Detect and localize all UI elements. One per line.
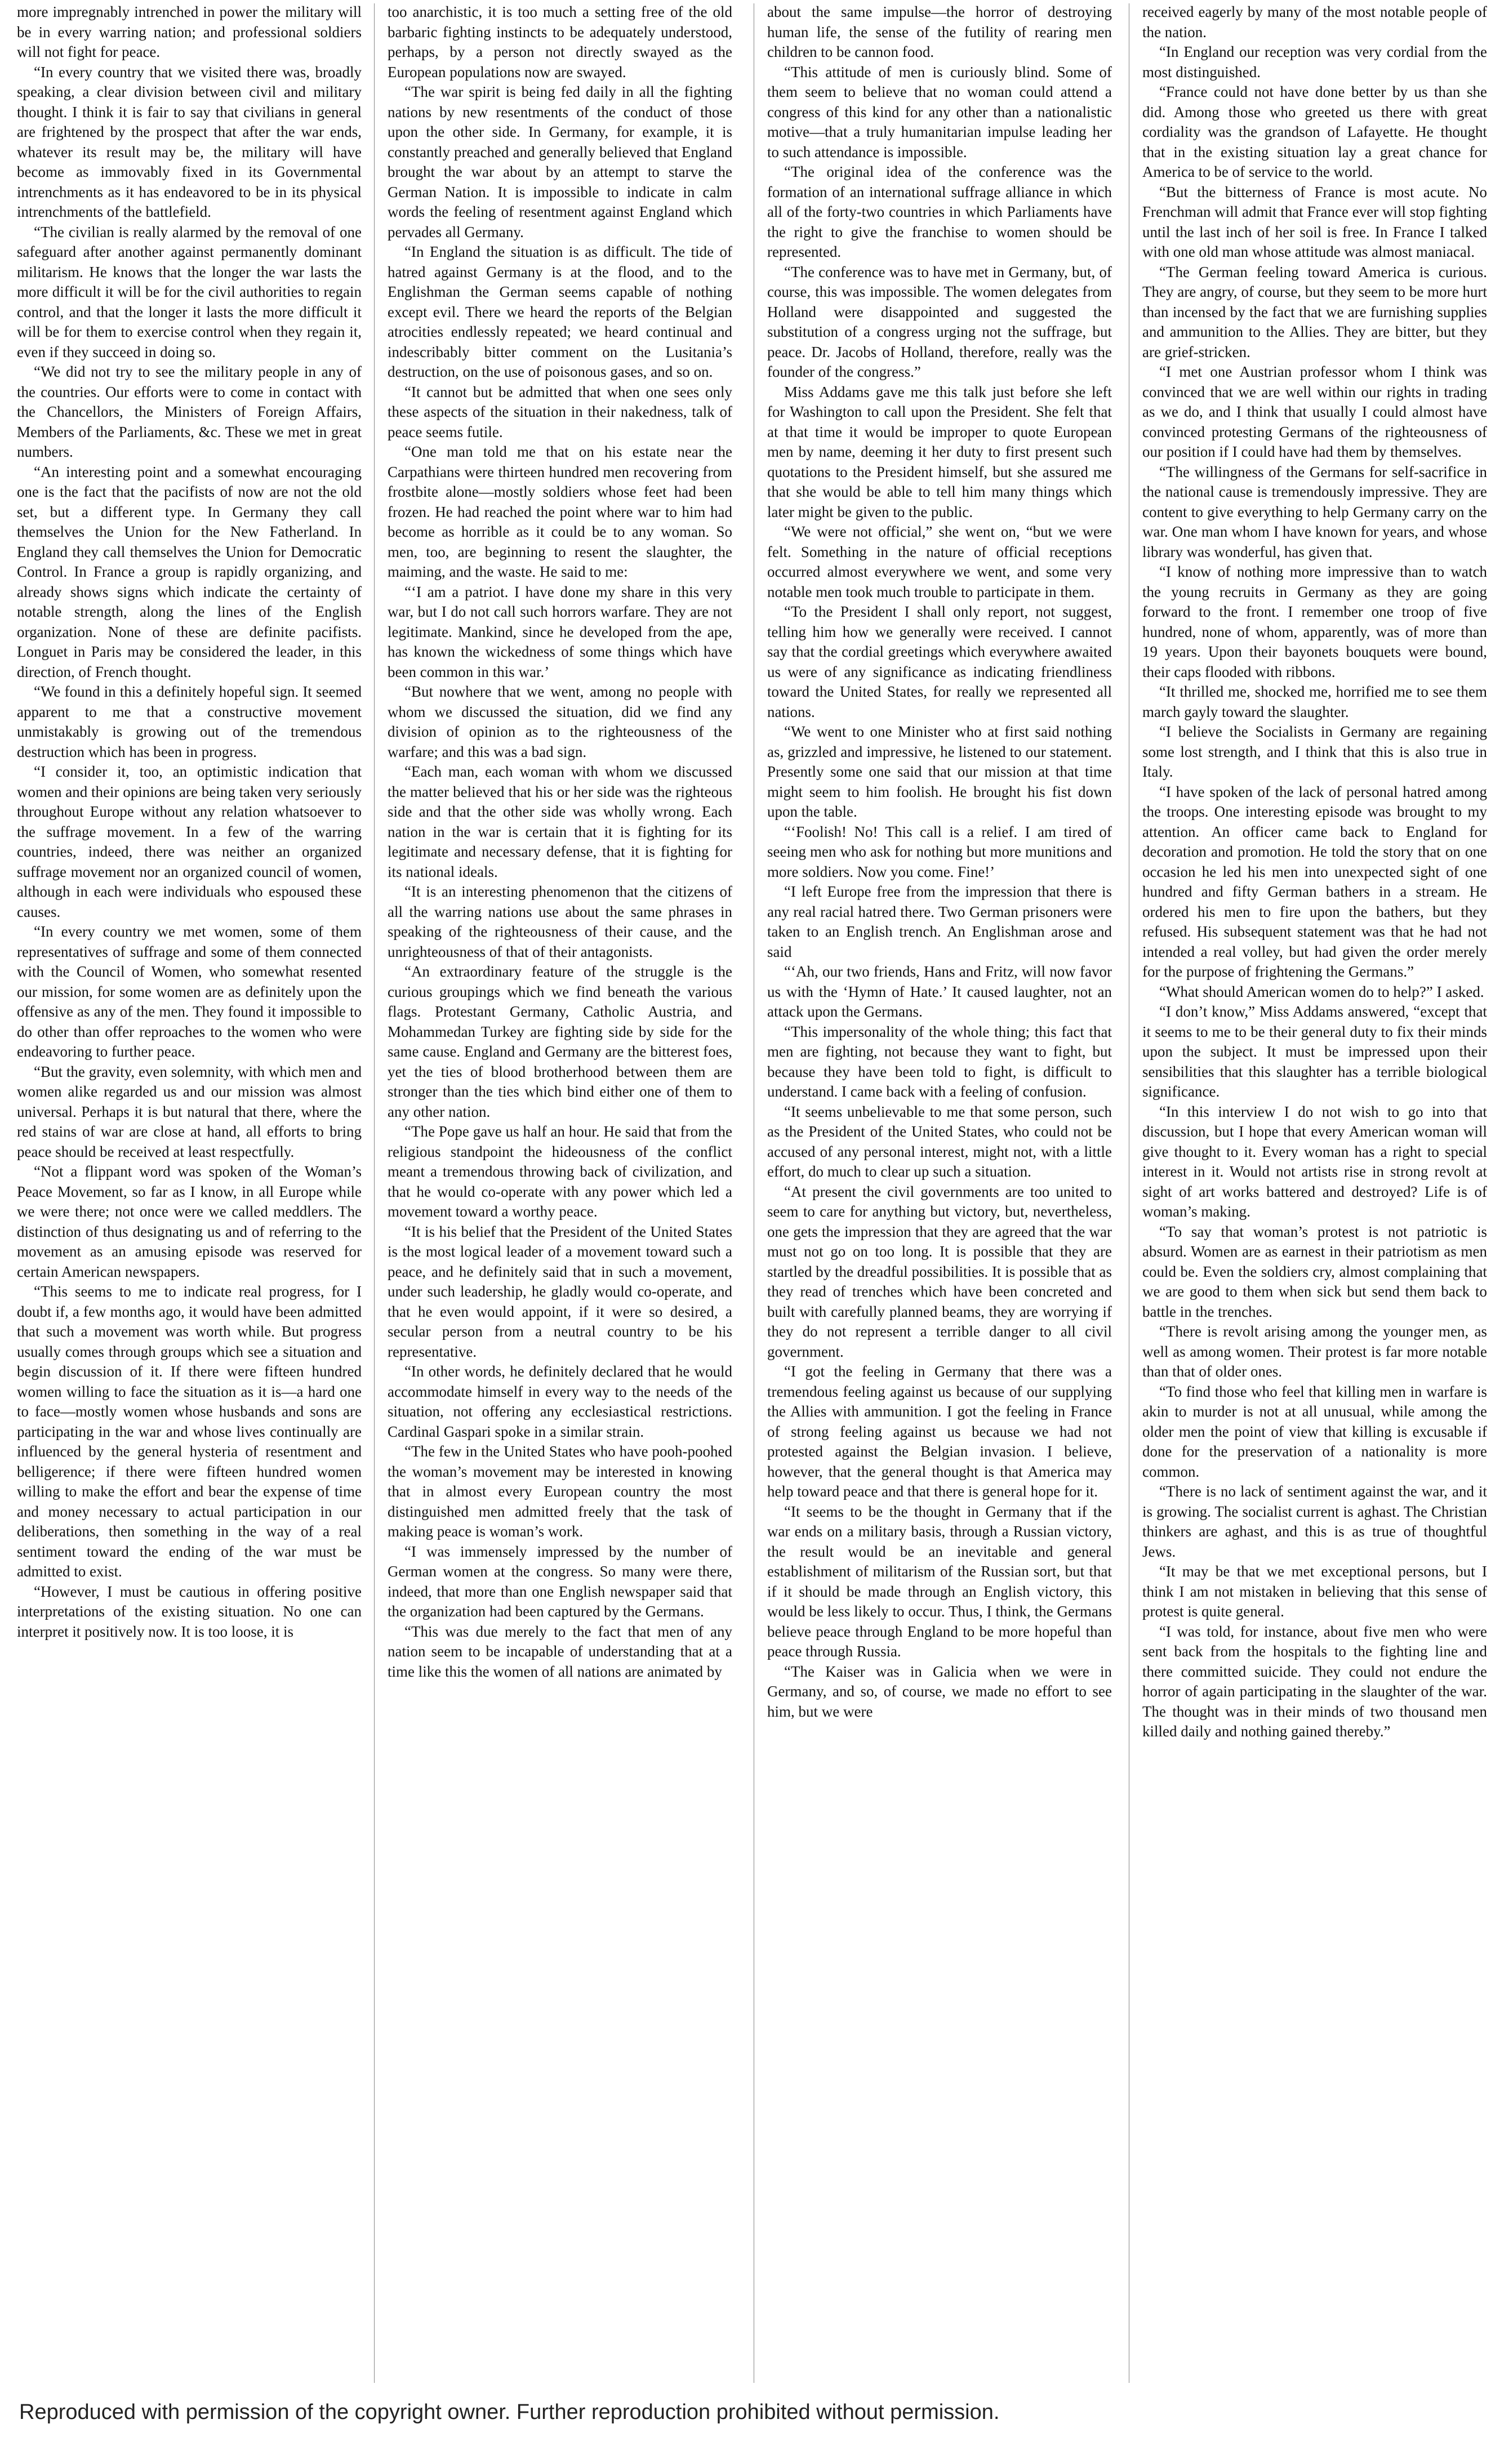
article-paragraph: “The war spirit is being fed daily in all the fighting nations by new resentments of the conduct of those upon the other side. In Germany, for example, it is constantly preached and generally believed that England brought the war about by an attempt to starve the German Nation. It is impossible to indicate in calm words the feeling of resentment against England which pervades all Germany. [388, 83, 732, 240]
article-paragraph: “This was due merely to the fact that men of any nation seem to be incapable of understanding that at a time like this the women of all nations are animated by [388, 1623, 732, 1680]
article-paragraph: received eagerly by many of the most notable people of the nation. [1142, 3, 1487, 41]
article-paragraph: “In every country we met women, some of them representatives of suffrage and some of them connected with the Council of Women, who somewhat resented our mission, for some women are as definitely upon the offensive as any of the men. They found it impossible to do other than offer reproaches to the women who were endeavoring to further peace. [17, 923, 362, 1060]
article-paragraph: “The civilian is really alarmed by the removal of one safeguard after another against permanently dominant militarism. He knows that the longer the war lasts the more difficult it will be for the civil authorities to regain control, and that the longer it lasts the more difficult it will be for them to exercise control when they regain it, even if they succeed in doing so. [17, 223, 362, 360]
article-paragraph: “This impersonality of the whole thing; this fact that men are fighting, not because they want to fight, but because they have been told to fight, is difficult to understand. I came back with a feeling of confusion. [767, 1023, 1112, 1100]
article-paragraph: “It seems to be the thought in Germany that if the war ends on a military basis, through a Russian victory, the result would be an inevitable and general establishment of militarism of the Russian sort, but that if it should be made through an English victory, this would be less likely to occur. Thus, I think, the Germans believe peace through England to be more hopeful than peace through Russia. [767, 1503, 1112, 1660]
article-paragraph: “It is his belief that the President of the United States is the most logical leader of a movement toward such a peace, and he definitely said that in such a movement, under such leadership, he gladly would co-operate, and that he even would appoint, if it were so desired, a secular person from a neutral country to be his representative. [388, 1223, 732, 1360]
article-paragraph: “An extraordinary feature of the struggle is the curious groupings which we find beneath the various flags. Protestant Germany, Catholic Austria, and Mohammedan Turkey are fighting side by side for the same cause. England and Germany are the bitterest foes, yet the ties of blood brotherhood between them are stronger than the ties which bind either one of them to any other nation. [388, 963, 732, 1120]
article-paragraph: “Not a flippant word was spoken of the Woman’s Peace Movement, so far as I know, in all Europe while we were there; not once were we called meddlers. The distinction of thus designating us and of referring to the movement as an amusing episode was reserved for certain American newspapers. [17, 1163, 362, 1280]
article-column-1 [17, 2, 362, 2387]
article-column-4 [1142, 2, 1487, 2387]
article-paragraph: “In every country that we visited there was, broadly speaking, a clear division between civil and military thought. I think it is fair to say that civilians in general are frightened by the prospect that after the war ends, whatever its result may be, the military will have become as immovably fixed in its Governmental intrenchments as it has endeavored to be in its physical intrenchments of the battlefield. [17, 63, 362, 220]
article-paragraph: “The few in the United States who have pooh-poohed the woman’s movement may be interested in knowing that in almost every European country the most distinguished men admitted freely that the task of making peace is woman’s work. [388, 1443, 732, 1540]
article-paragraph: “In other words, he definitely declared that he would accommodate himself in every way to the needs of the situation, not offering any ecclesiastical restrictions. Cardinal Gaspari spoke in a similar strain. [388, 1363, 732, 1440]
article-paragraph: “I left Europe free from the impression that there is any real racial hatred there. Two German prisoners were taken to an English trench. An Englishman arose and said [767, 883, 1112, 960]
article-paragraph: “It may be that we met exceptional persons, but I think I am not mistaken in believing that this sense of protest is quite general. [1142, 1563, 1487, 1620]
article-paragraph: “I was told, for instance, about five men who were sent back from the hospitals to the fighting line and there committed suicide. They could not endure the horror of again participating in the slaughter of the war. The thought was in their minds of two thousand men killed daily and nothing gained thereby.” [1142, 1623, 1487, 1740]
article-paragraph: “There is no lack of sentiment against the war, and it is growing. The socialist current is aghast. The Christian thinkers are aghast, and this is as true of thoughtful Jews. [1142, 1483, 1487, 1560]
article-paragraph: “What should American women do to help?” I asked. [1159, 983, 1484, 1000]
article-paragraph: about the same impulse—the horror of destroying human life, the sense of the futility of rearing men children to be cannon food. [767, 3, 1112, 60]
article-paragraph: “I met one Austrian professor whom I think was convinced that we are well within our rights in trading as we do, and I think that usually I could almost have convinced protesting Germans of the righteousness of our position if I could have had them by themselves. [1142, 363, 1487, 460]
article-paragraph: “The willingness of the Germans for self-sacrifice in the national cause is tremendously impressive. They are content to give everything to help Germany carry on the war. One man whom I have known for years, and whose library was wonderful, has given that. [1142, 463, 1487, 560]
article-paragraph: “France could not have done better by us than she did. Among those who greeted us there with great cordiality was the grandson of Lafayette. He thought that in the existing situation lay a great chance for America to be of service to the world. [1142, 83, 1487, 180]
article-paragraph: “I got the feeling in Germany that there was a tremendous feeling against us because of our supplying the Allies with ammunition. I got the feeling in France of strong feeling against us because we had not protested against the Belgian invasion. I believe, however, that the general thought is that America may help toward peace and that there is general hope for it. [767, 1363, 1112, 1500]
article-paragraph: “To find those who feel that killing men in warfare is akin to murder is not at all unusual, while among the older men the point of view that killing is excusable if done for the preservation of a nationality is more common. [1142, 1383, 1487, 1480]
article-paragraph: “The Kaiser was in Galicia when we were in Germany, and so, of course, we made no effort to see him, but we were [767, 1663, 1112, 1720]
article-paragraph: “I have spoken of the lack of personal hatred among the troops. One interesting episode was brought to my attention. An officer came back to England for decoration and promotion. He told the story that on one occasion he led his men into unexpected sight of one hundred and fifty German bathers in a stream. He ordered his men to fire upon the bathers, but they refused. His subsequent statement was that he had not intended a real volley, but had given the order merely for the purpose of frightening the Germans.” [1142, 783, 1487, 980]
article-paragraph: “But nowhere that we went, among no people with whom we discussed the situation, did we find any division of opinion as to the righteousness of the warfare; and this was a bad sign. [388, 683, 732, 760]
article-paragraph: “I was immensely impressed by the number of German women at the congress. So many were there, indeed, that more than one English newspaper said that the organization had been captured by the Germans. [388, 1543, 732, 1620]
article-paragraph: “Each man, each woman with whom we discussed the matter believed that his or her side was the righteous side and that the other side was wholly wrong. Each nation in the war is certain that it is fighting for its legitimate and necessary defense, that it is fighting for its national ideals. [388, 763, 732, 880]
article-paragraph: “The conference was to have met in Germany, but, of course, this was impossible. The women delegates from Holland were disappointed and suggested the substitution of a congress urging not the suffrage, but peace. Dr. Jacobs of Holland, therefore, really was the founder of the congress.” [767, 263, 1112, 380]
article-paragraph: “But the bitterness of France is most acute. No Frenchman will admit that France ever will stop fighting until the last inch of her soil is free. In France I talked with one old man whose attitude was almost maniacal. [1142, 183, 1487, 260]
article-paragraph: “We went to one Minister who at first said nothing as, grizzled and impressive, he listened to our statement. Presently some one said that our mission at that time might seem to him foolish. He brought his fist down upon the table. [767, 723, 1112, 820]
article-paragraph: “I consider it, too, an optimistic indication that women and their opinions are being taken very seriously throughout Europe without any relation whatsoever to the suffrage movement. In a few of the warring countries, indeed, there was neither an organized suffrage movement nor an organized council of women, although in each were individuals who espoused these causes. [17, 763, 362, 920]
article-paragraph: “One man told me that on his estate near the Carpathians were thirteen hundred men recovering from frostbite alone—mostly soldiers whose feet had been frozen. He had reached the point where war to him had become as horrible as it could be to any woman. So men, too, are beginning to resent the slaughter, the maiming, and the waste. He said to me: [388, 443, 732, 580]
article-paragraph: “To say that woman’s protest is not patriotic is absurd. Women are as earnest in their patriotism as men could be. Even the soldiers cry, almost complaining that we are good to them when sick but send them back to battle in the trenches. [1142, 1223, 1487, 1320]
article-paragraph: “In England the situation is as difficult. The tide of hatred against Germany is at the flood, and to the Englishman the German seems capable of nothing except evil. There we heard the reports of the Belgian atrocities endlessly repeated; we heard continual and indescribably bitter comment on the Lusitania’s destruction, on the use of poisonous gases, and so on. [388, 243, 732, 380]
article-paragraph: “To the President I shall only report, not suggest, telling him how we generally were received. I cannot say that the cordial greetings which everywhere awaited us were of any significance as indicating friendliness toward the United States, for really we represented all nations. [767, 603, 1112, 720]
article-paragraph: “In England our reception was very cordial from the most distinguished. [1142, 43, 1487, 81]
article-paragraph: “It is an interesting phenomenon that the citizens of all the warring nations use about the same phrases in speaking of the righteousness of their cause, and the unrighteousness of that of their antagonists. [388, 883, 732, 960]
article-paragraph: “The German feeling toward America is curious. They are angry, of course, but they seem to be more hurt than incensed by the fact that we are furnishing supplies and ammunition to the Allies. They are bitter, but they are grief-stricken. [1142, 263, 1487, 360]
copyright-notice: Reproduced with permission of the copyright owner. Further reproduction prohibited without permission. [19, 2400, 1000, 2424]
article-paragraph: “I believe the Socialists in Germany are regaining some lost strength, and I think that this is also true in Italy. [1142, 723, 1487, 780]
article-paragraph: “At present the civil governments are too united to seem to care for anything but victory, but, nevertheless, one gets the impression that they are agreed that the war must not go on too long. It is possible that they are startled by the dreadful possibilities. It is possible that as they read of trenches which have been concreted and built with carefully planned beams, they are worrying if they do not represent a terrible danger to all civil government. [767, 1183, 1112, 1360]
article-paragraph: “This attitude of men is curiously blind. Some of them seem to believe that no woman could attend a congress of this kind for any other than a nationalistic motive—that a truly humanitarian impulse leading her to such attendance is impossible. [767, 63, 1112, 161]
article-paragraph: “The original idea of the conference was the formation of an international suffrage alliance in which all of the forty-two countries in which Parliaments have the right to give the franchise to women should be represented. [767, 163, 1112, 260]
article-paragraph: Miss Addams gave me this talk just before she left for Washington to call upon the President. She felt that at that time it would be improper to quote European men by name, deeming it her duty to first present such quotations to the President himself, but she assured me that she would be able to tell him many things which later might be given to the public. [767, 383, 1112, 520]
article-paragraph: “I don’t know,” Miss Addams answered, “except that it seems to me to be their general duty to fix their minds upon the subject. It must be impressed upon their sensibilities that this slaughter has a terrible biological significance. [1142, 1003, 1487, 1100]
article-paragraph: more impregnably intrenched in power the military will be in every warring nation; and professional soldiers will not fight for peace. [17, 3, 362, 60]
article-paragraph: too anarchistic, it is too much a setting free of the old barbaric fighting instincts to be adequately understood, perhaps, by a person not directly swayed as the European populations now are swayed. [388, 3, 732, 81]
article-paragraph: “However, I must be cautious in offering positive interpretations of the existing situation. No one can interpret it positively now. It is too loose, it is [17, 1583, 362, 1640]
article-paragraph: “An interesting point and a somewhat encouraging one is the fact that the pacifists of now are not the old set, but a different type. In Germany they call themselves the Union for the New Fatherland. In England they call themselves the Union for Democratic Control. In France a group is rapidly organizing, and already shows signs which indicate the certainty of notable strength, along the lines of the English organization. None of these are definite pacifists. Longuet in Paris may be considered the leader, in this direction, of French thought. [17, 463, 362, 680]
column-divider [374, 3, 375, 2383]
article-paragraph: “It thrilled me, shocked me, horrified me to see them march gayly toward the slaughter. [1142, 683, 1487, 720]
article-paragraph: “It seems unbelievable to me that some person, such as the President of the United States, who could not be accused of any personal interest, might not, with a little effort, do much to clear up such a situation. [767, 1103, 1112, 1180]
article-paragraph: “But the gravity, even solemnity, with which men and women alike regarded us and our mission was almost universal. Perhaps it is but natural that there, where the red stains of war are close at hand, all efforts to bring peace should be received at least respectfully. [17, 1063, 362, 1160]
article-paragraph: “We were not official,” she went on, “but we were felt. Something in the nature of official receptions occurred almost everywhere we went, and some very notable men took much trouble to participate in them. [767, 523, 1112, 600]
article-paragraph: “In this interview I do not wish to go into that discussion, but I hope that every American woman will give thought to it. Every woman has a right to special interest in it. Would not artists rise in strong revolt at sight of art works battered and destroyed? Life is of woman’s making. [1142, 1103, 1487, 1220]
article-paragraph: “There is revolt arising among the younger men, as well as among women. Their protest is far more notable than that of older ones. [1142, 1323, 1487, 1380]
article-column-2 [388, 2, 732, 2387]
article-paragraph: “This seems to me to indicate real progress, for I doubt if, a few months ago, it would have been admitted that such a movement was worth while. But progress usually comes through groups which see a situation and begin discussion of it. If there were fifteen hundred women willing to face the situation as it is—a hard one to face—mostly women whose husbands and sons are participating in the war and whose lives continually are influenced by the general hysteria of resentment and belligerence; if there were fifteen hundred women willing to make the effort and bear the expense of time and money necessary to actual participation in our deliberations, then something in the way of a real sentiment toward the ending of the war must be admitted to exist. [17, 1283, 362, 1580]
article-paragraph: “The Pope gave us half an hour. He said that from the religious standpoint the hideousness of the conflict meant a tremendous throwing back of civilization, and that he would co-operate with any power which led a movement toward a worthy peace. [388, 1123, 732, 1220]
article-paragraph: “It cannot but be admitted that when one sees only these aspects of the situation in their nakedness, talk of peace seems futile. [388, 383, 732, 440]
article-paragraph: “We found in this a definitely hopeful sign. It seemed apparent to me that a constructive movement unmistakably is growing out of the tremendous destruction which has been in progress. [17, 683, 362, 760]
article-paragraph: “‘I am a patriot. I have done my share in this very war, but I do not call such horrors warfare. They are not legitimate. Mankind, since he developed from the ape, has known the wickedness of some things which have been common in this war.’ [388, 583, 732, 680]
article-paragraph: “‘Ah, our two friends, Hans and Fritz, will now favor us with the ‘Hymn of Hate.’ It caused laughter, not an attack upon the Germans. [767, 963, 1112, 1020]
article-paragraph: “We did not try to see the military people in any of the countries. Our efforts were to come in contact with the Chancellors, the Ministers of Foreign Affairs, Members of the Parliaments, &c. These we met in great numbers. [17, 363, 362, 460]
article-paragraph: “I know of nothing more impressive than to watch the young recruits in Germany as they are going forward to the front. I remember one troop of five hundred, none of whom, apparently, was of more than 19 years. Upon their bayonets bouquets were bound, their caps flooded with ribbons. [1142, 563, 1487, 680]
article-paragraph: “‘Foolish! No! This call is a relief. I am tired of seeing men who ask for nothing but more munitions and more soldiers. Now you come. Fine!’ [767, 823, 1112, 880]
article-column-3 [767, 2, 1112, 2387]
